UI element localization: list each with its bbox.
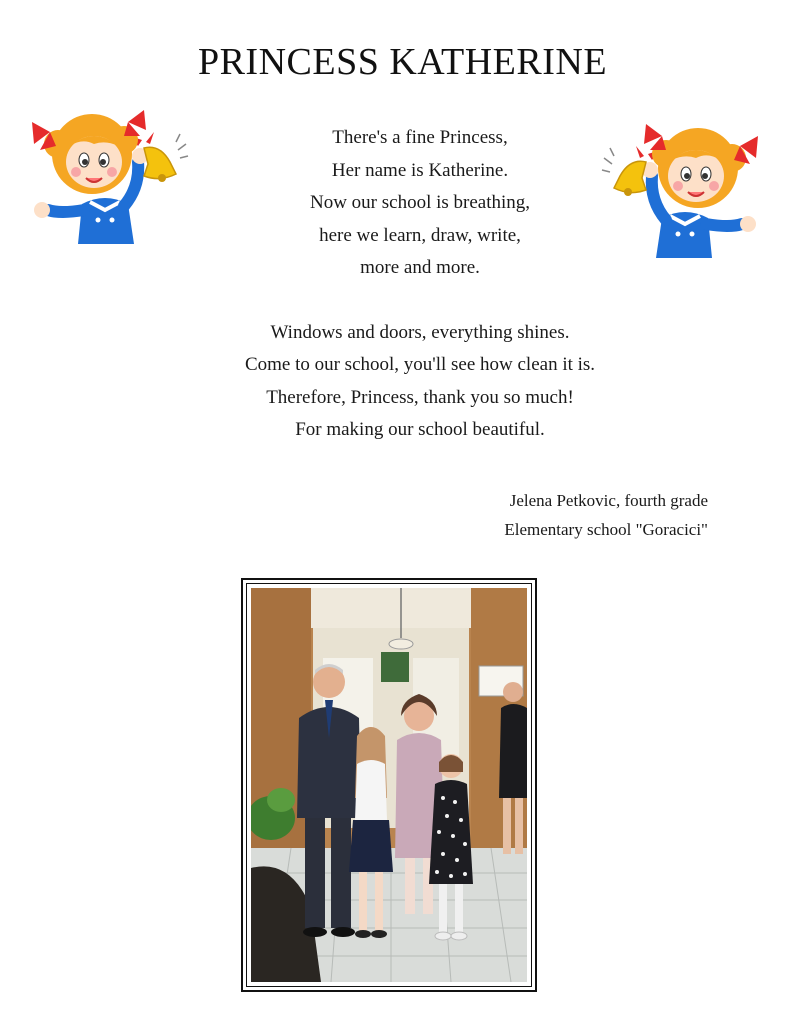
girl-with-bell-icon (20, 92, 190, 252)
poem-line: There's a fine Princess, (332, 127, 508, 148)
author-line: Jelena Petkovic, fourth grade (509, 491, 708, 510)
poem-line: more and more. (360, 257, 480, 278)
poem-stanza-2 (200, 317, 640, 447)
page-title: PRINCESS KATHERINE (197, 41, 608, 83)
poem-stanza-1 (200, 122, 640, 285)
poem-line: Now our school is breathing, (309, 192, 531, 213)
photo-frame (241, 578, 537, 992)
poem-line: For making our school beautiful. (295, 419, 545, 440)
poem (200, 122, 640, 479)
poem-line: Her name is Katherine. (331, 159, 509, 181)
poem-line: Therefore, Princess, thank you so much! (266, 386, 574, 408)
poem-line: Windows and doors, everything shines. (270, 321, 570, 343)
signature (504, 486, 708, 544)
poem-line: here we learn, draw, write, (319, 224, 521, 246)
poem-line: Come to our school, you'll see how clean it is. (244, 354, 596, 375)
group-photo (251, 588, 527, 982)
school-line: Elementary school "Goracici" (504, 520, 708, 539)
